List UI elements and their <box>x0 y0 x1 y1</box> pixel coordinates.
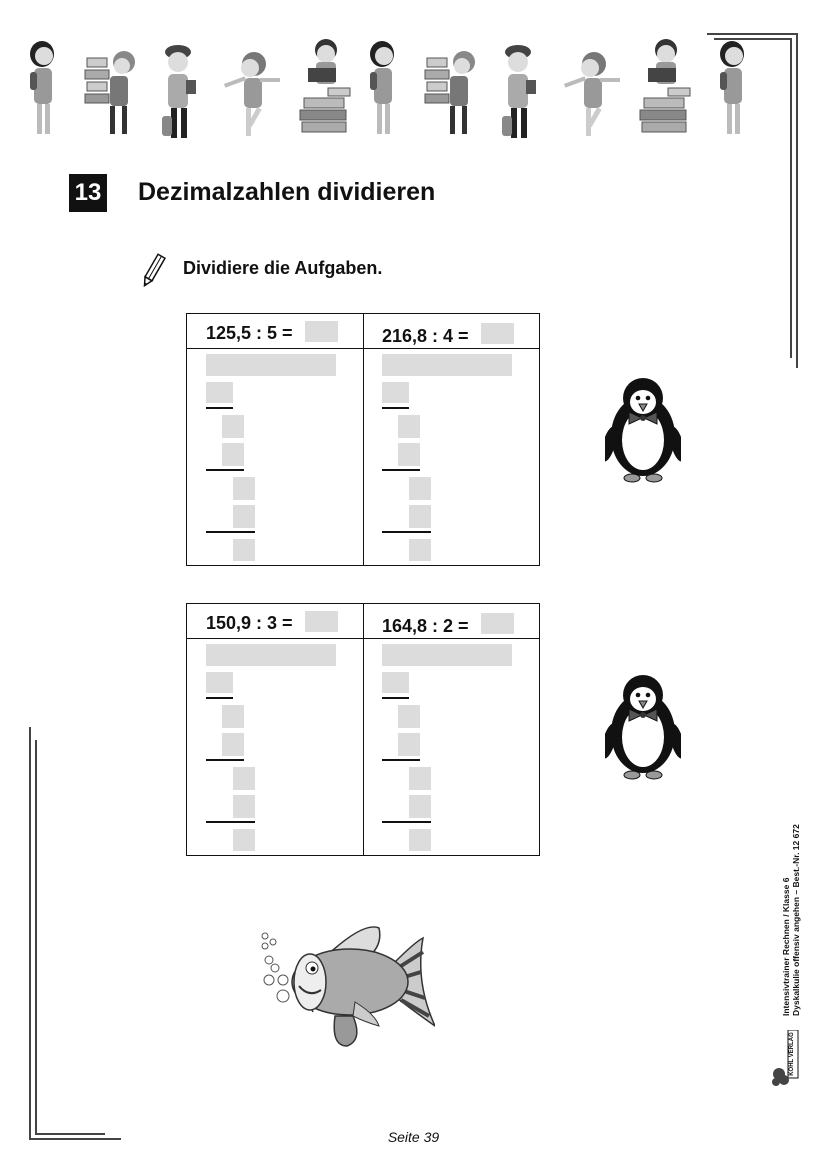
frame-right-line-inner <box>790 38 792 358</box>
task-expression: 150,9 : 3 = <box>206 613 293 633</box>
children-border-illustration <box>20 34 760 144</box>
digit-field[interactable] <box>222 443 244 466</box>
work-field[interactable] <box>382 354 512 376</box>
fish-illustration <box>255 922 435 1052</box>
publisher-logo <box>770 1030 800 1088</box>
division-cell <box>187 314 363 565</box>
task-header <box>364 314 539 349</box>
subtraction-line <box>382 531 431 533</box>
subtraction-line <box>206 697 233 699</box>
digit-field[interactable] <box>398 733 420 756</box>
digit-field[interactable] <box>409 767 431 790</box>
subtraction-line <box>206 407 233 409</box>
task-header <box>187 314 363 349</box>
digit-field[interactable] <box>206 672 233 693</box>
work-field[interactable] <box>206 644 336 666</box>
digit-field[interactable] <box>206 382 233 403</box>
side-info-line1: Intensivtrainer Rechnen / Klasse 6 <box>781 877 791 1016</box>
publisher-name: KOHL VERLAG <box>789 1032 795 1076</box>
subtraction-line <box>382 469 420 471</box>
digit-field[interactable] <box>398 705 420 728</box>
digit-field[interactable] <box>233 795 255 818</box>
digit-field[interactable] <box>382 382 409 403</box>
task-expression: 216,8 : 4 = <box>382 326 469 346</box>
subtraction-line <box>206 531 255 533</box>
page-number: Seite 39 <box>387 1129 440 1145</box>
digit-field[interactable] <box>409 477 431 500</box>
pencil-icon <box>140 252 166 290</box>
division-cell <box>363 604 539 855</box>
digit-field[interactable] <box>222 733 244 756</box>
digit-field[interactable] <box>222 705 244 728</box>
digit-field[interactable] <box>409 539 431 561</box>
exercise-number: 13 <box>69 174 107 212</box>
work-field[interactable] <box>206 354 336 376</box>
digit-field[interactable] <box>233 477 255 500</box>
digit-field[interactable] <box>233 505 255 528</box>
frame-left-line <box>29 727 31 1139</box>
instruction-text: Dividiere die Aufgaben. <box>183 258 383 278</box>
result-field[interactable] <box>481 613 514 634</box>
exercise-title: Dezimalzahlen dividieren <box>138 178 436 206</box>
frame-right-line <box>796 33 798 368</box>
digit-field[interactable] <box>222 415 244 438</box>
side-info-text <box>781 824 801 1016</box>
subtraction-line <box>382 821 431 823</box>
digit-field[interactable] <box>398 443 420 466</box>
work-field[interactable] <box>382 644 512 666</box>
task-expression: 164,8 : 2 = <box>382 616 469 636</box>
result-field[interactable] <box>305 321 338 342</box>
digit-field[interactable] <box>398 415 420 438</box>
worksheet-grid-1 <box>186 313 540 566</box>
penguin-illustration <box>605 374 681 486</box>
result-field[interactable] <box>481 323 514 344</box>
division-cell <box>187 604 363 855</box>
task-header <box>364 604 539 639</box>
digit-field[interactable] <box>382 672 409 693</box>
worksheet-grid-2 <box>186 603 540 856</box>
subtraction-line <box>206 759 244 761</box>
subtraction-line <box>382 697 409 699</box>
subtraction-line <box>382 407 409 409</box>
digit-field[interactable] <box>409 505 431 528</box>
task-expression: 125,5 : 5 = <box>206 323 293 343</box>
frame-left-line-inner <box>35 740 37 1133</box>
digit-field[interactable] <box>233 767 255 790</box>
penguin-illustration <box>605 671 681 783</box>
side-info-line2: Dyskalkulie offensiv angehen – Best.-Nr. 12 672 <box>791 824 801 1016</box>
digit-field[interactable] <box>233 829 255 851</box>
digit-field[interactable] <box>409 795 431 818</box>
subtraction-line <box>206 469 244 471</box>
division-cell <box>363 314 539 565</box>
subtraction-line <box>206 821 255 823</box>
subtraction-line <box>382 759 420 761</box>
result-field[interactable] <box>305 611 338 632</box>
digit-field[interactable] <box>409 829 431 851</box>
digit-field[interactable] <box>233 539 255 561</box>
task-header <box>187 604 363 639</box>
